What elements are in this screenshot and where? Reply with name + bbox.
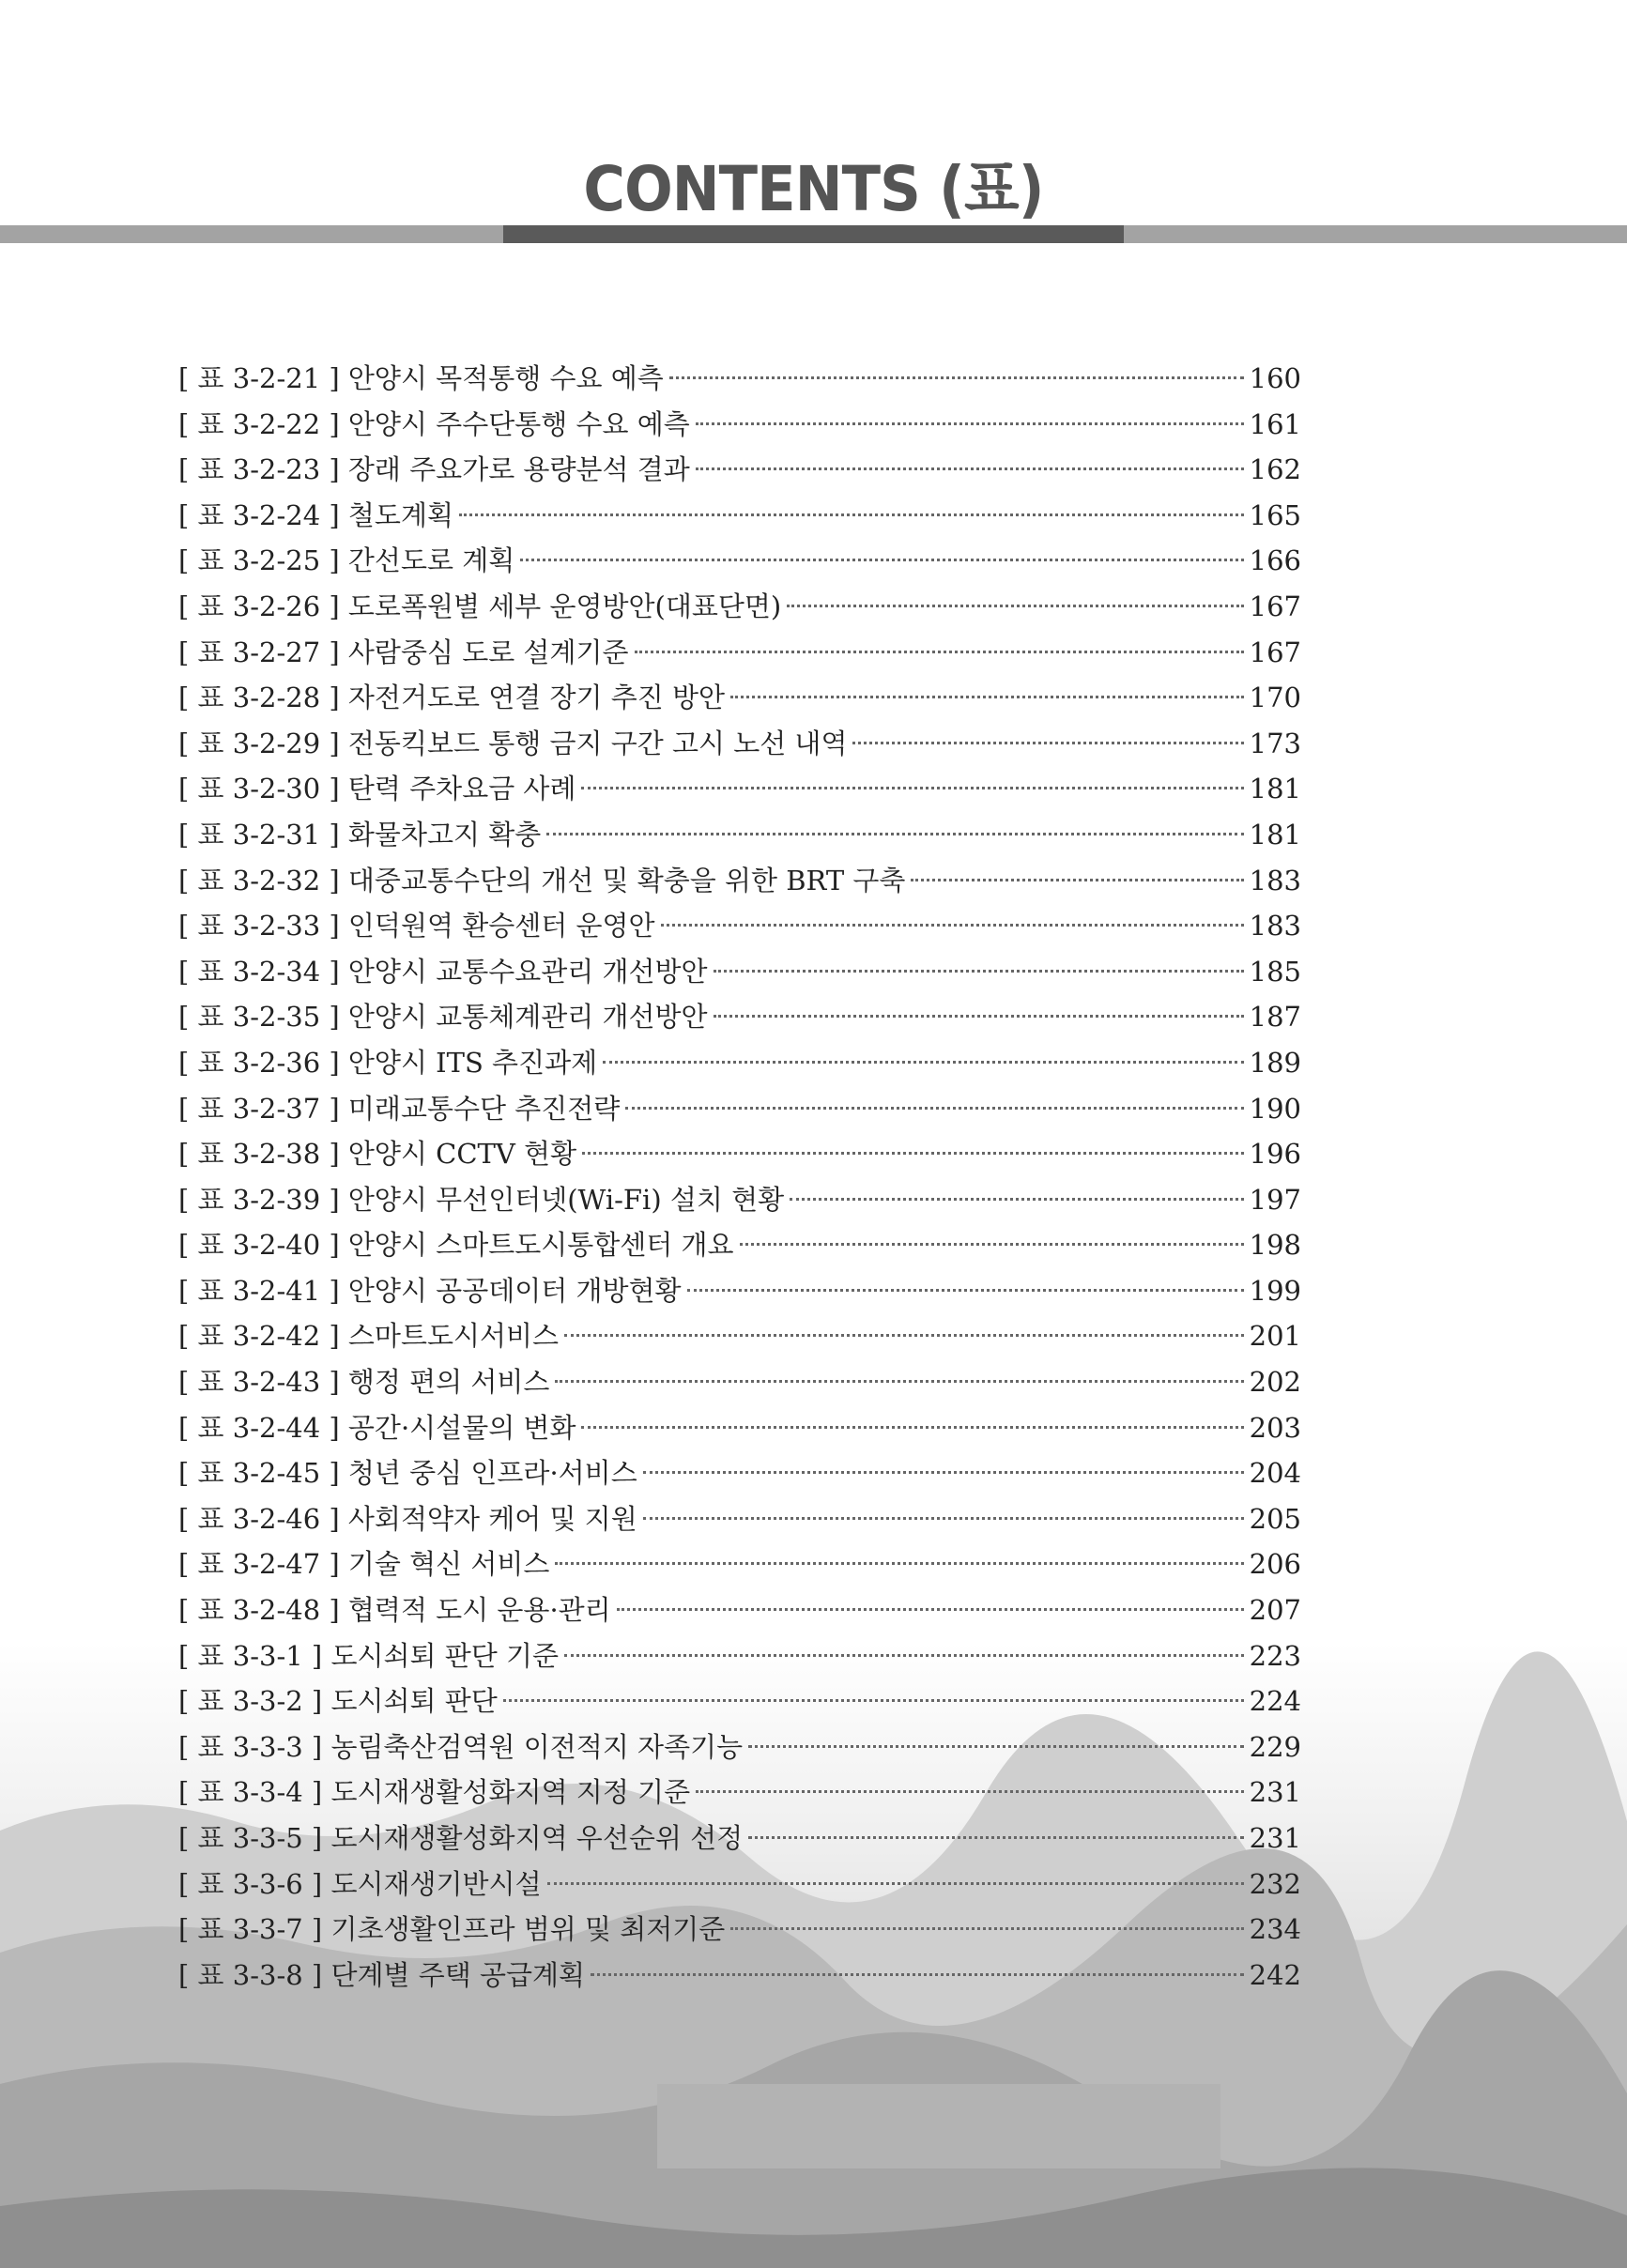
toc-entry-page: 229 [1249, 1730, 1301, 1763]
toc-entry-page: 206 [1249, 1548, 1301, 1581]
toc-entry[interactable] [178, 1496, 1301, 1542]
toc-entry[interactable] [178, 994, 1301, 1040]
dot-leader [643, 1517, 1244, 1520]
toc-entry-page: 167 [1249, 636, 1301, 668]
dot-leader [546, 833, 1243, 835]
toc-entry[interactable] [178, 1770, 1301, 1816]
toc-entry-page: 198 [1249, 1229, 1301, 1262]
toc-entry[interactable] [178, 1953, 1301, 1999]
dot-leader [669, 376, 1244, 379]
page-title: CONTENTS (표) [583, 153, 1044, 225]
toc-entry-page: 204 [1249, 1457, 1301, 1490]
toc-entry-label: [ 표 3-2-45 ] 청년 중심 인프라·서비스 [178, 1457, 637, 1490]
dot-leader [790, 1198, 1244, 1201]
toc-entry-label: [ 표 3-2-23 ] 장래 주요가로 용량분석 결과 [178, 453, 690, 486]
toc-entry[interactable] [178, 538, 1301, 584]
dot-leader [603, 1061, 1244, 1064]
toc-entry-page: 161 [1249, 407, 1301, 440]
toc-entry-label: [ 표 3-3-1 ] 도시쇠퇴 판단 기준 [178, 1639, 560, 1672]
toc-entry-label: [ 표 3-2-46 ] 사회적약자 케어 및 지원 [178, 1502, 637, 1535]
toc-entry[interactable] [178, 1359, 1301, 1405]
toc-entry-page: 202 [1249, 1366, 1301, 1399]
dot-leader [555, 1562, 1243, 1565]
toc-entry-label: [ 표 3-2-28 ] 자전거도로 연결 장기 추진 방안 [178, 682, 725, 714]
toc-entry-label: [ 표 3-2-33 ] 인덕원역 환승센터 운영안 [178, 910, 655, 942]
toc-entry-label: [ 표 3-2-32 ] 대중교통수단의 개선 및 확충을 위한 BRT 구축 [178, 864, 906, 896]
dot-leader [547, 1882, 1244, 1885]
toc-entry[interactable] [178, 402, 1301, 448]
toc-entry-page: 223 [1249, 1639, 1301, 1672]
toc-entry-label: [ 표 3-2-37 ] 미래교통수단 추진전략 [178, 1092, 621, 1125]
toc-entry-page: 232 [1249, 1867, 1301, 1900]
toc-entry-page: 173 [1249, 727, 1301, 759]
dot-leader [503, 1699, 1244, 1702]
toc-entry-label: [ 표 3-2-48 ] 협력적 도시 운용·관리 [178, 1594, 611, 1627]
toc-entry-page: 196 [1249, 1138, 1301, 1171]
toc-entry-page: 183 [1249, 864, 1301, 896]
dot-leader [564, 1654, 1244, 1657]
toc-entry-page: 201 [1249, 1320, 1301, 1353]
toc-entry[interactable] [178, 1405, 1301, 1451]
toc-entry[interactable] [178, 1086, 1301, 1132]
toc-entry-page: 187 [1249, 1001, 1301, 1034]
dot-leader [591, 1973, 1244, 1976]
toc-entry-page: 185 [1249, 955, 1301, 988]
toc-entry[interactable] [178, 812, 1301, 858]
toc-entry-label: [ 표 3-2-39 ] 안양시 무선인터넷(Wi-Fi) 설치 현황 [178, 1183, 785, 1216]
dot-leader [748, 1836, 1244, 1839]
toc-entry[interactable] [178, 903, 1301, 949]
toc-entry-page: 165 [1249, 498, 1301, 531]
dot-leader [911, 879, 1243, 881]
toc-entry-label: [ 표 3-2-35 ] 안양시 교통체계관리 개선방안 [178, 1001, 708, 1034]
toc-entry-label: [ 표 3-2-38 ] 안양시 CCTV 현황 [178, 1138, 577, 1171]
dot-leader [852, 742, 1243, 744]
dot-leader [730, 696, 1244, 698]
toc-entry-label: [ 표 3-2-26 ] 도로폭원별 세부 운영방안(대표단면) [178, 590, 782, 622]
toc-entry-page: 207 [1249, 1594, 1301, 1627]
toc-entry-page: 181 [1249, 818, 1301, 850]
toc-entry-label: [ 표 3-2-36 ] 안양시 ITS 추진과제 [178, 1046, 598, 1079]
toc-entry[interactable] [178, 1678, 1301, 1724]
toc-entry-label: [ 표 3-2-24 ] 철도계획 [178, 498, 453, 531]
toc-entry-label: [ 표 3-2-41 ] 안양시 공공데이터 개방현황 [178, 1274, 682, 1307]
toc-entry-page: 162 [1249, 453, 1301, 486]
toc-entry-label: [ 표 3-3-5 ] 도시재생활성화지역 우선순위 선정 [178, 1822, 744, 1854]
dot-leader [696, 1790, 1244, 1793]
dot-leader [625, 1107, 1243, 1110]
toc-entry-label: [ 표 3-2-42 ] 스마트도시서비스 [178, 1320, 560, 1353]
toc-entry[interactable] [178, 766, 1301, 812]
toc-entry-label: [ 표 3-2-43 ] 행정 편의 서비스 [178, 1366, 550, 1399]
dot-leader [581, 787, 1243, 789]
toc-entry-label: [ 표 3-2-34 ] 안양시 교통수요관리 개선방안 [178, 955, 708, 988]
toc-entry-label: [ 표 3-3-4 ] 도시재생활성화지역 지정 기준 [178, 1776, 691, 1809]
dot-leader [687, 1289, 1244, 1292]
toc-entry-label: [ 표 3-3-2 ] 도시쇠퇴 판단 [178, 1685, 498, 1718]
toc-entry[interactable] [178, 949, 1301, 995]
toc-entry-page: 183 [1249, 910, 1301, 942]
toc-entry-page: 231 [1249, 1822, 1301, 1854]
toc-entry[interactable] [178, 1131, 1301, 1177]
toc-entry-label: [ 표 3-2-47 ] 기술 혁신 서비스 [178, 1548, 550, 1581]
dot-leader [643, 1471, 1244, 1474]
toc-entry[interactable] [178, 1907, 1301, 1953]
dot-leader [459, 513, 1244, 516]
table-of-contents [178, 356, 1301, 1998]
toc-entry[interactable] [178, 356, 1301, 402]
dot-leader [714, 1015, 1244, 1018]
toc-entry-label: [ 표 3-2-27 ] 사람중심 도로 설계기준 [178, 636, 629, 668]
toc-entry[interactable] [178, 630, 1301, 676]
dot-leader [581, 1426, 1243, 1429]
toc-entry[interactable] [178, 1633, 1301, 1679]
toc-entry-label: [ 표 3-2-22 ] 안양시 주수단통행 수요 예측 [178, 407, 690, 440]
dot-leader [748, 1745, 1244, 1748]
dot-leader [740, 1243, 1244, 1246]
toc-entry-page: 197 [1249, 1183, 1301, 1216]
toc-entry[interactable] [178, 493, 1301, 539]
toc-entry-label: [ 표 3-2-25 ] 간선도로 계획 [178, 544, 515, 577]
toc-entry-label: [ 표 3-3-3 ] 농림축산검역원 이전적지 자족기능 [178, 1730, 744, 1763]
toc-entry[interactable] [178, 721, 1301, 767]
toc-entry[interactable] [178, 1724, 1301, 1770]
toc-entry-label: [ 표 3-3-8 ] 단계별 주택 공급계획 [178, 1958, 586, 1991]
toc-entry-page: 170 [1249, 682, 1301, 714]
toc-entry-label: [ 표 3-2-44 ] 공간·시설물의 변화 [178, 1411, 576, 1444]
toc-entry-page: 242 [1249, 1958, 1301, 1991]
toc-entry[interactable] [178, 1541, 1301, 1587]
toc-entry-page: 234 [1249, 1913, 1301, 1946]
dot-leader [787, 605, 1243, 607]
toc-entry[interactable] [178, 858, 1301, 904]
toc-entry[interactable] [178, 1177, 1301, 1223]
toc-entry-label: [ 표 3-3-6 ] 도시재생기반시설 [178, 1867, 542, 1900]
toc-entry-page: 160 [1249, 362, 1301, 394]
toc-entry-label: [ 표 3-3-7 ] 기초생활인프라 범위 및 최저기준 [178, 1913, 726, 1946]
toc-entry-label: [ 표 3-2-30 ] 탄력 주차요금 사례 [178, 773, 576, 805]
toc-entry[interactable] [178, 584, 1301, 630]
toc-entry[interactable] [178, 1268, 1301, 1314]
dot-leader [661, 924, 1244, 927]
dot-leader [582, 1152, 1244, 1155]
toc-entry-page: 231 [1249, 1776, 1301, 1809]
toc-entry[interactable] [178, 1313, 1301, 1359]
toc-entry-label: [ 표 3-2-21 ] 안양시 목적통행 수요 예측 [178, 362, 664, 394]
toc-entry[interactable] [178, 1862, 1301, 1908]
dot-leader [714, 970, 1244, 973]
toc-entry-page: 166 [1249, 544, 1301, 577]
toc-entry-label: [ 표 3-2-40 ] 안양시 스마트도시통합센터 개요 [178, 1229, 734, 1262]
dot-leader [696, 422, 1244, 425]
toc-entry-page: 181 [1249, 773, 1301, 805]
dot-leader [635, 651, 1244, 653]
toc-entry[interactable] [178, 1587, 1301, 1633]
dot-leader [564, 1334, 1244, 1337]
dot-leader [730, 1927, 1243, 1930]
toc-entry-page: 199 [1249, 1274, 1301, 1307]
dot-leader [555, 1380, 1243, 1383]
toc-entry-page: 224 [1249, 1685, 1301, 1718]
toc-entry-page: 189 [1249, 1046, 1301, 1079]
toc-entry-page: 203 [1249, 1411, 1301, 1444]
toc-entry-page: 167 [1249, 590, 1301, 622]
title-underline-dark [503, 225, 1124, 243]
toc-entry[interactable] [178, 1450, 1301, 1496]
toc-entry-page: 205 [1249, 1502, 1301, 1535]
toc-entry-page: 190 [1249, 1092, 1301, 1125]
toc-entry[interactable] [178, 1816, 1301, 1862]
toc-entry[interactable] [178, 447, 1301, 493]
toc-entry[interactable] [178, 1222, 1301, 1268]
toc-entry[interactable] [178, 1040, 1301, 1086]
dot-leader [696, 467, 1244, 470]
toc-entry-label: [ 표 3-2-31 ] 화물차고지 확충 [178, 818, 542, 850]
toc-entry-label: [ 표 3-2-29 ] 전동킥보드 통행 금지 구간 고시 노선 내역 [178, 727, 848, 759]
dot-leader [617, 1608, 1244, 1611]
dot-leader [520, 559, 1243, 561]
toc-entry[interactable] [178, 675, 1301, 721]
